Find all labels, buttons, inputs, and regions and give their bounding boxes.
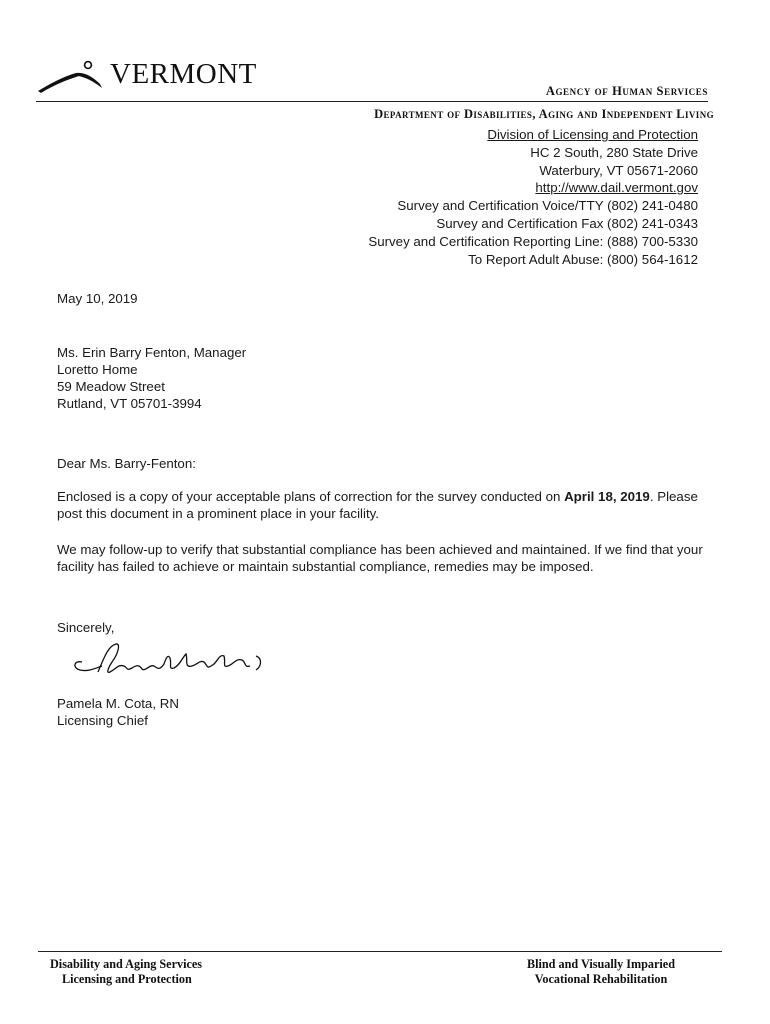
closing: Sincerely, (57, 620, 115, 635)
signer-name: Pamela M. Cota, RN (57, 696, 179, 711)
paragraph-follow-up: We may follow-up to verify that substantial compliance has been achieved and maintained. If we find that your facility has failed to achieve or maintain substantial compliance, remedies may be imposed. (57, 542, 703, 574)
letter-date: May 10, 2019 (57, 291, 138, 306)
department-name: Department of Disabilities, Aging and Independent Living (374, 107, 714, 121)
recipient-street: 59 Meadow Street (57, 379, 165, 394)
survey-date: April 18, 2019 (564, 489, 650, 504)
paragraph-enclosed-text: Enclosed is a copy of your acceptable plans of correction for the survey conducted on (57, 489, 565, 504)
signature-block (57, 695, 707, 729)
handwritten-signature (68, 640, 278, 689)
signature-icon (68, 640, 278, 684)
paragraph-enclosed-text-end: . Please post this document in a prominent place in your facility. (57, 489, 698, 521)
salutation: Dear Ms. Barry-Fenton: (57, 456, 196, 471)
signer-title: Licensing Chief (57, 713, 148, 728)
footer-right (527, 957, 675, 987)
voice-tty-line: Survey and Certification Voice/TTY (802) 241-0480 (397, 198, 698, 214)
header-divider (36, 101, 708, 102)
fax-line: Survey and Certification Fax (802) 241-0343 (436, 215, 698, 231)
footer-divider (38, 951, 722, 952)
adult-abuse-line: To Report Adult Abuse: (800) 564-1612 (468, 251, 698, 267)
recipient-name: Ms. Erin Barry Fenton, Manager (57, 345, 247, 360)
recipient-city: Rutland, VT 05701-3994 (57, 396, 202, 411)
footer-left (50, 957, 202, 987)
contact-block (368, 126, 698, 268)
reporting-line: Survey and Certification Reporting Line: (888) 700-5330 (368, 233, 698, 249)
mountain-logo-icon (36, 58, 108, 94)
recipient-address (57, 344, 707, 412)
vermont-logo (36, 54, 257, 94)
agency-name: Agency of Human Services (545, 84, 708, 98)
footer-right-line-2: Vocational Rehabilitation (534, 972, 668, 986)
footer-left-line-1: Disability and Aging Services (50, 957, 203, 971)
division-name: Division of Licensing and Protection (487, 127, 698, 142)
city-state-zip: Waterbury, VT 05671-2060 (539, 162, 698, 178)
paragraph-enclosed (57, 488, 707, 522)
vermont-wordmark: VERMONT (110, 58, 257, 90)
street-address: HC 2 South, 280 State Drive (530, 144, 698, 160)
footer-left-line-2: Licensing and Protection (62, 972, 192, 986)
website-link[interactable]: http://www.dail.vermont.gov (535, 180, 698, 196)
footer-right-line-1: Blind and Visually Imparied (527, 957, 675, 971)
recipient-organization: Loretto Home (57, 362, 138, 377)
